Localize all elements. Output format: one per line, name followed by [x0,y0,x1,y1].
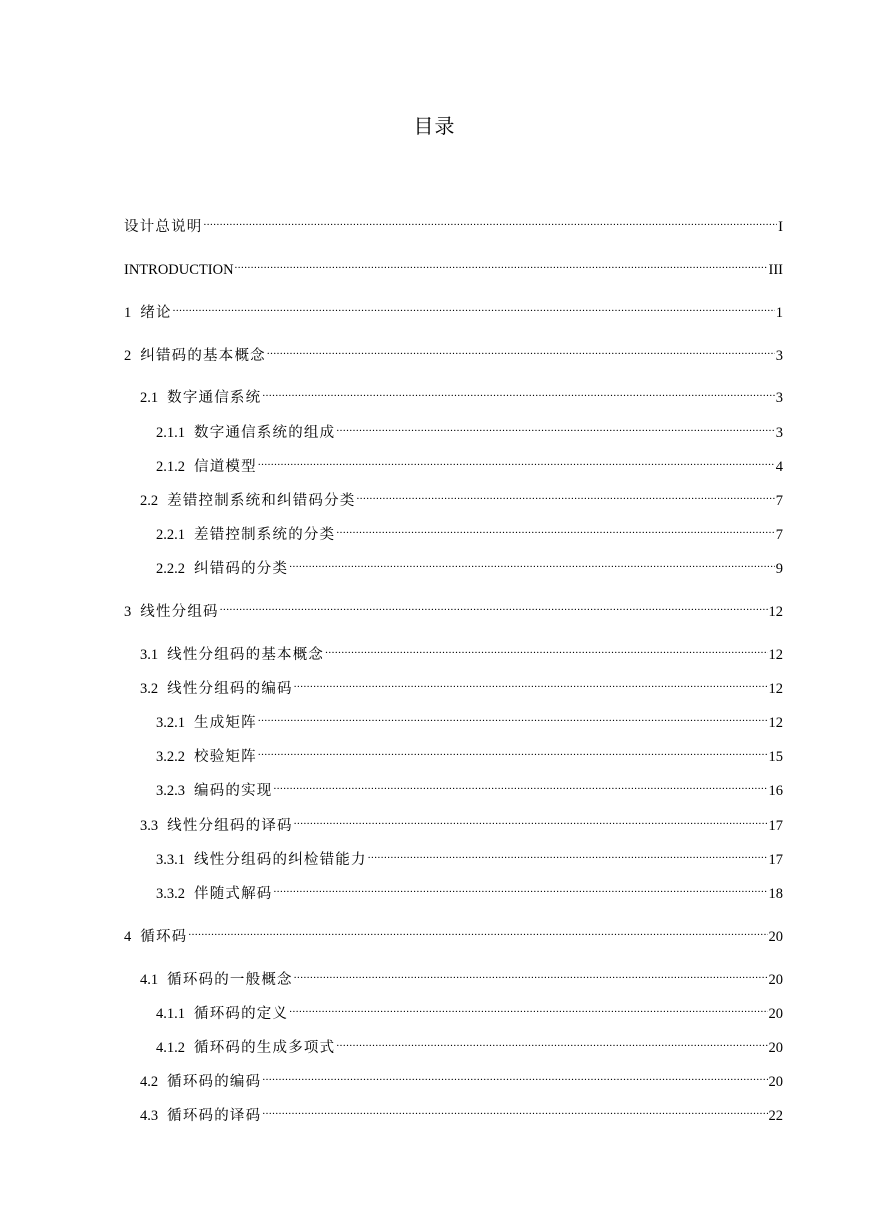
toc-entry-page-number: 12 [768,715,783,731]
toc-entry-label: 绪论 [140,305,172,321]
toc-entry-label: 线性分组码 [140,604,219,620]
toc-entry-page-number: 3 [775,390,783,406]
toc-entry[interactable] [156,707,783,731]
toc-entry-page-number: 4 [775,459,783,475]
toc-entry-page-number: 17 [768,852,783,868]
toc-entry[interactable] [156,998,783,1022]
toc-entry-page-number: 7 [775,527,783,543]
toc-entry[interactable] [140,1100,783,1124]
dot-leader [188,921,767,941]
dot-leader [336,417,774,437]
dot-leader [258,451,775,471]
toc-entry-label: INTRODUCTION [124,262,234,278]
toc-entry-number: 3 [124,604,132,620]
dot-leader [325,639,767,659]
toc-entry-page-number: 17 [768,818,783,834]
dot-leader [357,485,775,505]
dot-leader [294,810,768,830]
toc-entry[interactable] [156,775,783,799]
toc-entry-label: 纠错码的分类 [194,561,289,577]
toc-entry-label: 伴随式解码 [194,886,273,902]
toc-entry-page-number: 7 [775,493,783,509]
dot-leader [289,553,775,573]
toc-entry-label: 差错控制系统的分类 [194,527,336,543]
dot-leader [274,878,768,898]
toc-entry[interactable] [156,1032,783,1056]
toc-entry[interactable] [156,417,783,441]
toc-entry[interactable] [124,340,783,364]
toc-entry-page-number: 12 [768,681,783,697]
toc-entry-label: 数字通信系统的组成 [194,425,336,441]
toc-entry-label: 编码的实现 [194,783,273,799]
toc-entry-number: 3.3.1 [156,852,185,868]
toc-entry-page-number: 18 [768,886,783,902]
toc-entry-page-number: 16 [768,783,783,799]
toc-entry-number: 2.1.1 [156,425,185,441]
toc-entry-number: 2.1.2 [156,459,185,475]
toc-entry-page-number: 1 [775,305,783,321]
toc-entry-number: 4.1.2 [156,1040,185,1056]
dot-leader [258,707,768,727]
dot-leader [262,1100,767,1120]
toc-entry-number: 3.2.1 [156,715,185,731]
toc-entry-number: 4 [124,929,132,945]
toc-entry-label: 线性分组码的编码 [167,681,293,697]
toc-entry-label: 线性分组码的译码 [167,818,293,834]
toc-entry[interactable] [140,673,783,697]
dot-leader [262,1066,767,1086]
toc-entry-label: 纠错码的基本概念 [140,348,266,364]
toc-entry-number: 4.2 [140,1074,159,1090]
dot-leader [173,297,775,317]
toc-entry-label: 循环码 [140,929,188,945]
toc-entry-number: 1 [124,305,132,321]
toc-entry[interactable] [124,211,783,235]
toc-entry-page-number: 20 [768,1006,783,1022]
toc-entry-label: 信道模型 [194,459,257,475]
toc-entry-label: 数字通信系统 [167,390,262,406]
dot-leader [294,673,768,693]
dot-leader [262,382,774,402]
dot-leader [258,741,768,761]
toc-entry-number: 3.1 [140,647,159,663]
dot-leader [294,964,768,984]
dot-leader [336,1032,767,1052]
toc-entry-label: 线性分组码的基本概念 [167,647,325,663]
toc-entry[interactable] [124,596,783,620]
toc-entry-page-number: 15 [768,749,783,765]
toc-entry-page-number: 12 [768,647,783,663]
toc-entry-number: 2.2.1 [156,527,185,543]
toc-entry[interactable] [156,553,783,577]
dot-leader [336,519,774,539]
toc-entry-label: 循环码的生成多项式 [194,1040,336,1056]
toc-entry-label: 线性分组码的纠检错能力 [194,852,367,868]
dot-leader [235,254,768,274]
toc-entry-number: 4.1 [140,972,159,988]
dot-leader [289,998,767,1018]
dot-leader [220,596,768,616]
toc-entry-number: 4.3 [140,1108,159,1124]
toc-entry-number: 2 [124,348,132,364]
toc-entry-number: 3.2.3 [156,783,185,799]
toc-entry[interactable] [140,382,783,406]
toc-entry-number: 3.2 [140,681,159,697]
toc-entry-number: 2.1 [140,390,159,406]
toc-entry-page-number: 3 [775,425,783,441]
toc-entry-label: 循环码的编码 [167,1074,262,1090]
toc-entry-label: 生成矩阵 [194,715,257,731]
toc-entry-number: 3.3 [140,818,159,834]
toc-entry[interactable] [156,844,783,868]
toc-entry-page-number: 20 [768,929,783,945]
toc-entry-number: 3.3.2 [156,886,185,902]
toc-entry[interactable] [124,254,783,278]
dot-leader [274,775,768,795]
toc-entry[interactable] [124,921,783,945]
toc-entry-label: 循环码的译码 [167,1108,262,1124]
toc-entry[interactable] [156,519,783,543]
toc-entry[interactable] [140,485,783,509]
toc-entry-number: 3.2.2 [156,749,185,765]
toc-entry-label: 循环码的一般概念 [167,972,293,988]
toc-entry[interactable] [140,639,783,663]
toc-entry-page-number: III [768,262,783,278]
page-title: 目录 [413,114,456,138]
toc-entry-page-number: 20 [768,1074,783,1090]
dot-leader [204,211,778,231]
toc-entry-page-number: 9 [775,561,783,577]
toc-entry-page-number: I [778,219,783,235]
toc-entry-number: 4.1.1 [156,1006,185,1022]
toc-entry-label: 差错控制系统和纠错码分类 [167,493,356,509]
toc-entry-number: 2.2 [140,493,159,509]
toc-entry-label: 校验矩阵 [194,749,257,765]
toc-entry[interactable] [156,451,783,475]
toc-entry-page-number: 3 [775,348,783,364]
toc-entry-label: 循环码的定义 [194,1006,289,1022]
toc-entry[interactable] [140,810,783,834]
toc-entry[interactable] [140,1066,783,1090]
toc-entry-page-number: 20 [768,1040,783,1056]
toc-entry-number: 2.2.2 [156,561,185,577]
toc-entry-page-number: 20 [768,972,783,988]
dot-leader [267,340,775,360]
dot-leader [368,844,768,864]
toc-entry[interactable] [156,741,783,765]
toc-entry-page-number: 22 [768,1108,783,1124]
toc-entry-page-number: 12 [768,604,783,620]
toc-entry[interactable] [156,878,783,902]
toc-entry[interactable] [140,964,783,988]
toc-entry[interactable] [124,297,783,321]
toc-entry-label: 设计总说明 [124,219,203,235]
